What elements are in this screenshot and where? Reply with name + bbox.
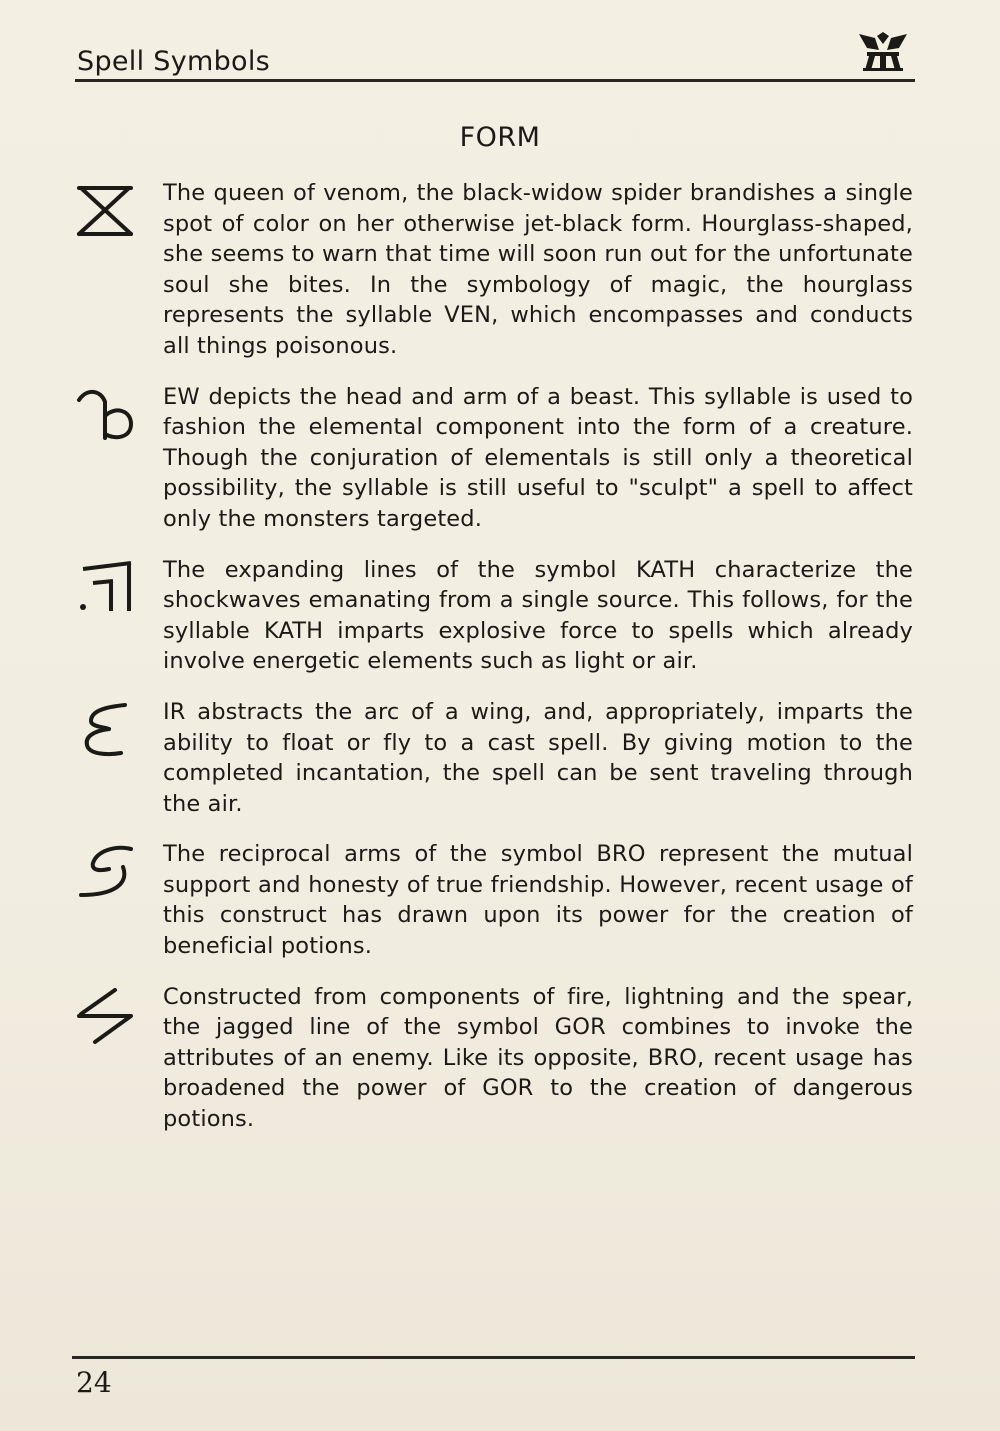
- ven-symbol-icon: [75, 182, 137, 240]
- page-number: 24: [76, 1366, 112, 1399]
- ir-description: IR abstracts the arc of a wing, and, appropriately, imparts the ability to float or fly to a cast spell. By giving motion to the completed incantation, the spell can be sent traveling through the air.: [163, 698, 913, 817]
- running-header-title: Spell Symbols: [77, 46, 271, 77]
- bro-symbol-icon: [75, 843, 137, 901]
- ew-description: EW depicts the head and arm of a beast. This syllable is used to fashion the elemental component into the form of a creature. Though the conjuration of elementals is still only a theoretical possibility, the syllable is still useful to "sculpt" a spell to affect only the monsters targeted.: [163, 383, 913, 532]
- header-divider: [75, 79, 915, 82]
- footer-divider: [72, 1356, 915, 1359]
- gor-description: Constructed from components of fire, lightning and the spear, the jagged line of the symbol GOR combines to invoke the attributes of an enemy. Like its opposite, BRO, recent usage has broadened the power of GOR to the creation of dangerous potions.: [163, 983, 913, 1133]
- kath-symbol-icon: [75, 559, 137, 617]
- list-item: [75, 382, 913, 535]
- list-item: [75, 839, 913, 961]
- ew-symbol-icon: [75, 386, 137, 444]
- list-item: [75, 982, 913, 1135]
- list-item: [75, 555, 913, 677]
- list-item: [75, 697, 913, 819]
- emblem-logo-icon: [857, 30, 909, 72]
- gor-symbol-icon: [75, 986, 137, 1044]
- list-item: [75, 178, 913, 362]
- kath-description: The expanding lines of the symbol KATH characterize the shockwaves emanating from a single source. This follows, for the syllable KATH imparts explosive force to spells which already involve energetic elements such as light or air.: [163, 556, 913, 675]
- page-header: [75, 40, 915, 82]
- bro-description: The reciprocal arms of the symbol BRO represent the mutual support and honesty of true friendship. However, recent usage of this construct has drawn upon its power for the creation of beneficial potions.: [163, 841, 913, 960]
- ven-description: The queen of venom, the black-widow spider brandishes a single spot of color on her otherwise jet-black form. Hourglass-shaped, she seems to warn that time will soon run out for the unfortunate soul she bites. In the symbology of magic, the hourglass represents the syllable VEN, which encompasses and conducts all things poisonous.: [163, 180, 913, 359]
- ir-symbol-icon: [75, 701, 137, 759]
- section-title: FORM: [459, 122, 541, 153]
- symbol-entries-list: [75, 178, 913, 1155]
